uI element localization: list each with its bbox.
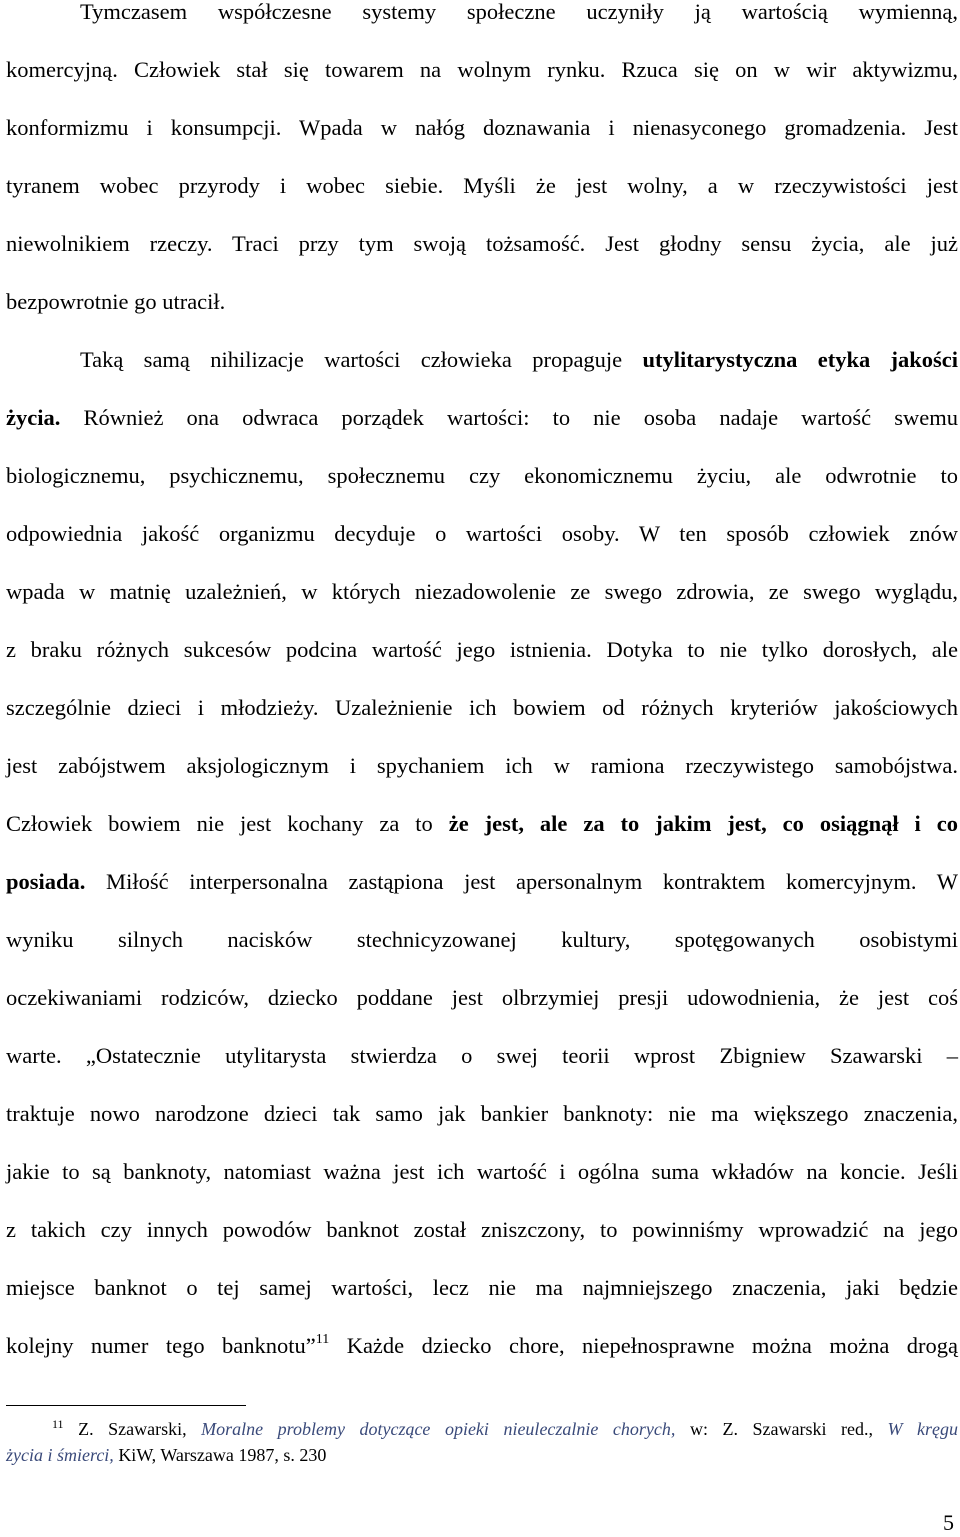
text-line (6, 404, 958, 432)
text-line (6, 810, 958, 838)
footnote-book-title: W kręgu (887, 1419, 959, 1439)
page-number: 5 (943, 1510, 954, 1535)
text-line (6, 868, 958, 896)
text-line (80, 346, 958, 374)
footnote-title: Moralne problemy dotyczące opieki nieuleczalnie chorych, (201, 1419, 676, 1439)
text-line: z braku różnych sukcesów podcina wartość jego istnienia. Dotyka to nie tylko dorosłych, ale (6, 637, 958, 662)
text-line: komercyjną. Człowiek stał się towarem na wolnym rynku. Rzuca się on w wir aktywizmu, (6, 57, 958, 82)
text-line (6, 1332, 958, 1364)
text-line: biologicznemu, psychicznemu, społecznemu czy ekonomicznemu życiu, ale odwrotnie to (6, 463, 958, 488)
footnote-line (52, 1418, 958, 1442)
text-line: wyniku silnych nacisków stechnicyzowanej kultury, spotęgowanych osobistymi (6, 927, 958, 952)
text-line: warte. „Ostatecznie utylitarysta stwierdza o swej teorii wprost Zbigniew Szawarski – (6, 1043, 958, 1068)
footnote-text: KiW, Warszawa 1987, s. 230 (113, 1445, 327, 1465)
text-line: z takich czy innych powodów banknot został zniszczony, to powinniśmy wprowadzić na jego (6, 1217, 958, 1242)
text-line: niewolnikiem rzeczy. Traci przy tym swoją tożsamość. Jest głodny sensu życia, ale już (6, 231, 958, 256)
text-line: szczególnie dzieci i młodzieży. Uzależnienie ich bowiem od różnych kryteriów jakościowych (6, 695, 958, 720)
text-line: bezpowrotnie go utracił. (6, 289, 226, 314)
bold-text: życia. (6, 405, 61, 430)
footnote-book-title: życia i śmierci, (6, 1445, 114, 1465)
text-span: Miłość interpersonalna zastąpiona jest apersonalnym kontraktem komercyjnym. W (85, 869, 958, 894)
text-line: oczekiwaniami rodziców, dziecko poddane jest olbrzymiej presji udowodnienia, że jest coś (6, 985, 958, 1010)
text-span: Człowiek bowiem nie jest kochany za to (6, 811, 449, 836)
text-line: tyranem wobec przyrody i wobec siebie. Myśli że jest wolny, a w rzeczywistości jest (6, 173, 958, 198)
text-line: Tymczasem współczesne systemy społeczne uczyniły ją wartością wymienną, (80, 0, 958, 24)
text-line: traktuje nowo narodzone dzieci tak samo jak bankier banknoty: nie ma większego znaczenia, (6, 1101, 958, 1126)
text-span: Taką samą nihilizacje wartości człowieka propaguje (80, 347, 643, 372)
footnote-author: Z. Szawarski, (63, 1419, 202, 1439)
text-span: kolejny numer tego banknotu” (6, 1333, 316, 1358)
footnote-reference[interactable]: 11 (315, 1332, 330, 1347)
bold-text: utylitarystyczna etyka jakości (642, 347, 958, 372)
footnote-number: 11 (52, 1417, 64, 1431)
text-span: Również ona odwraca porządek wartości: to nie osoba nadaje wartość swemu (60, 405, 958, 430)
text-line: odpowiednia jakość organizmu decyduje o wartości osoby. W ten sposób człowiek znów (6, 521, 958, 546)
footnote-separator (6, 1405, 246, 1406)
text-line: jest zabójstwem aksjologicznym i spychaniem ich w ramiona rzeczywistego samobójstwa. (6, 753, 958, 778)
text-line: konformizmu i konsumpcji. Wpada w nałóg doznawania i nienasyconego gromadzenia. Jest (6, 115, 958, 140)
text-line: wpada w matnię uzależnień, w których niezadowolenie ze swego zdrowia, ze swego wyglądu, (6, 579, 958, 604)
footnote-line (6, 1444, 958, 1466)
bold-text: że jest, ale za to jakim jest, co osiągnął i co (448, 811, 958, 836)
text-line: jakie to są banknoty, natomiast ważna jest ich wartość i ogólna suma wkładów na koncie. Jeśli (6, 1159, 958, 1184)
bold-text: posiada. (6, 869, 86, 894)
footnote-text: w: Z. Szawarski red., (675, 1419, 888, 1439)
text-line: miejsce banknot o tej samej wartości, lecz nie ma najmniejszego znaczenia, jaki będzie (6, 1275, 958, 1300)
text-span: Każde dziecko chore, niepełnosprawne można można drogą (329, 1333, 958, 1358)
